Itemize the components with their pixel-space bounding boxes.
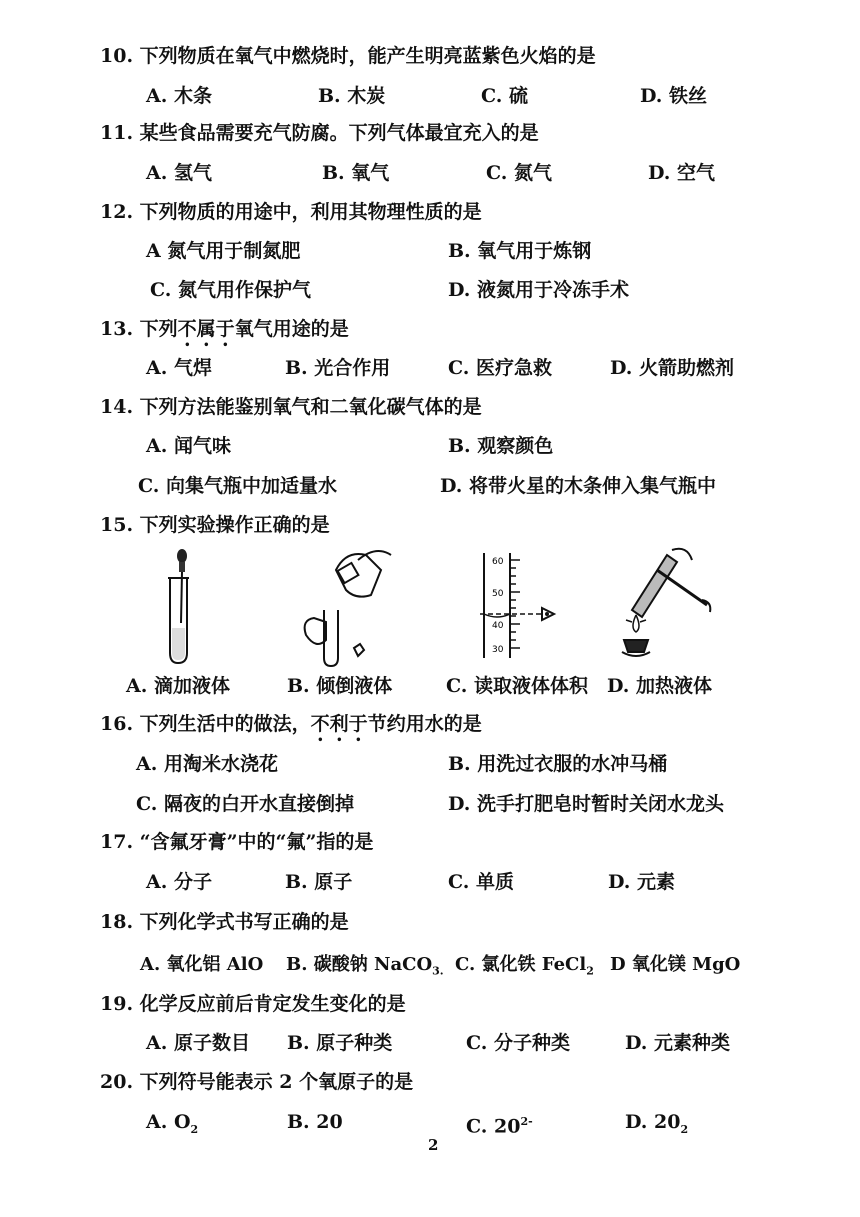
q16-option-b: B. 用洗过衣服的水冲马桶 (448, 753, 668, 775)
q14-option-c: C. 向集气瓶中加适量水 (138, 475, 338, 497)
q16-stem-after: 节约用水的是 (367, 713, 482, 735)
q14-option-a: A. 闻气味 (146, 435, 231, 457)
question-15-stem: 15. 下列实验操作正确的是 (100, 514, 330, 536)
q18-option-a: A. 氧化铝 AlO (140, 954, 264, 975)
q12-option-c: C. 氮气用作保护气 (150, 279, 312, 301)
q16-option-a: A. 用淘米水浇花 (136, 753, 278, 775)
dropper-test-tube-figure (160, 548, 200, 668)
q19-option-d: D. 元素种类 (625, 1032, 731, 1054)
question-10-stem: 10. 下列物质在氧气中燃烧时，能产生明亮蓝紫色火焰的是 (100, 45, 596, 67)
question-14-stem: 14. 下列方法能鉴别氧气和二氧化碳气体的是 (100, 396, 482, 418)
q20-option-a: A. $O_2$ (146, 1111, 199, 1136)
question-13-stem (100, 317, 349, 351)
cylinder-tick-40: 40 (492, 621, 504, 631)
question-11-stem: 11. 某些食品需要充气防腐。下列气体最宜充入的是 (100, 122, 539, 144)
pouring-liquid-figure (296, 540, 396, 670)
question-16-stem (100, 712, 482, 746)
q19-option-c: C. 分子种类 (466, 1032, 571, 1054)
q18-option-c: C. 氯化铁 FeCl$_2$ (455, 954, 594, 978)
q16-stem-before: 16. 下列生活中的做法， (100, 713, 311, 735)
q13-stem-after: 氧气用途的是 (234, 318, 349, 340)
q10-option-d: D. 铁丝 (640, 85, 708, 107)
q15-option-c: C. 读取液体体积 (446, 675, 589, 697)
q17-option-a: A. 分子 (146, 871, 212, 893)
question-18-stem: 18. 下列化学式书写正确的是 (100, 911, 349, 933)
q18-option-b: B. 碳酸钠 NaCO$_{3.}$ (286, 954, 444, 978)
page-number: 2 (428, 1136, 439, 1154)
q19-option-a: A. 原子数目 (146, 1032, 250, 1054)
q13-option-a: A. 气焊 (146, 357, 212, 379)
q13-stem-before: 13. 下列 (100, 318, 178, 340)
question-20-stem: 20. 下列符号能表示 2 个氧原子的是 (100, 1071, 414, 1093)
q14-option-b: B. 观察颜色 (448, 435, 554, 457)
q11-option-b: B. 氧气 (322, 162, 390, 184)
q17-option-c: C. 单质 (448, 871, 515, 893)
q10-option-c: C. 硫 (481, 85, 529, 107)
question-17-stem: 17. “含氟牙膏”中的“氟”指的是 (100, 831, 374, 853)
q16-option-d: D. 洗手打肥皂时暂时关闭水龙头 (448, 793, 725, 815)
cylinder-tick-50: 50 (492, 589, 504, 599)
q16-stem-emphasis: 不利于 (310, 713, 368, 735)
q20-option-d: D. $20_2$ (625, 1111, 689, 1136)
graduated-cylinder-figure (470, 548, 570, 663)
q11-option-c: C. 氮气 (486, 162, 553, 184)
q11-option-d: D. 空气 (648, 162, 716, 184)
q19-option-b: B. 原子种类 (287, 1032, 393, 1054)
q10-option-a: A. 木条 (146, 85, 212, 107)
q15-option-d: D. 加热液体 (607, 675, 713, 697)
q15-option-b: B. 倾倒液体 (287, 675, 393, 697)
cylinder-tick-30: 30 (492, 645, 504, 655)
q12-option-d: D. 液氮用于冷冻手术 (448, 279, 630, 301)
q15-option-a: A. 滴加液体 (126, 675, 230, 697)
heating-liquid-figure (612, 540, 722, 665)
question-12-stem: 12. 下列物质的用途中，利用其物理性质的是 (100, 201, 482, 223)
q12-option-a: A 氮气用于制氮肥 (146, 240, 301, 262)
q20-option-b: B. 20 (287, 1111, 343, 1133)
q17-option-d: D. 元素 (608, 871, 676, 893)
question-19-stem: 19. 化学反应前后肯定发生变化的是 (100, 993, 406, 1015)
q14-option-d: D. 将带火星的木条伸入集气瓶中 (440, 475, 717, 497)
q11-option-a: A. 氢气 (146, 162, 212, 184)
q10-option-b: B. 木炭 (318, 85, 386, 107)
q13-stem-emphasis: 不属于 (177, 318, 235, 340)
q13-option-d: D. 火箭助燃剂 (610, 357, 735, 379)
q20-option-c: C. $20^{2-}$ (466, 1115, 533, 1138)
q16-option-c: C. 隔夜的白开水直接倒掉 (136, 793, 355, 815)
q18-option-d: D 氧化镁 MgO (610, 954, 741, 975)
q12-option-b: B. 氧气用于炼钢 (448, 240, 592, 262)
q13-option-b: B. 光合作用 (285, 357, 391, 379)
q17-option-b: B. 原子 (285, 871, 353, 893)
cylinder-tick-60: 60 (492, 557, 504, 567)
q13-option-c: C. 医疗急救 (448, 357, 553, 379)
